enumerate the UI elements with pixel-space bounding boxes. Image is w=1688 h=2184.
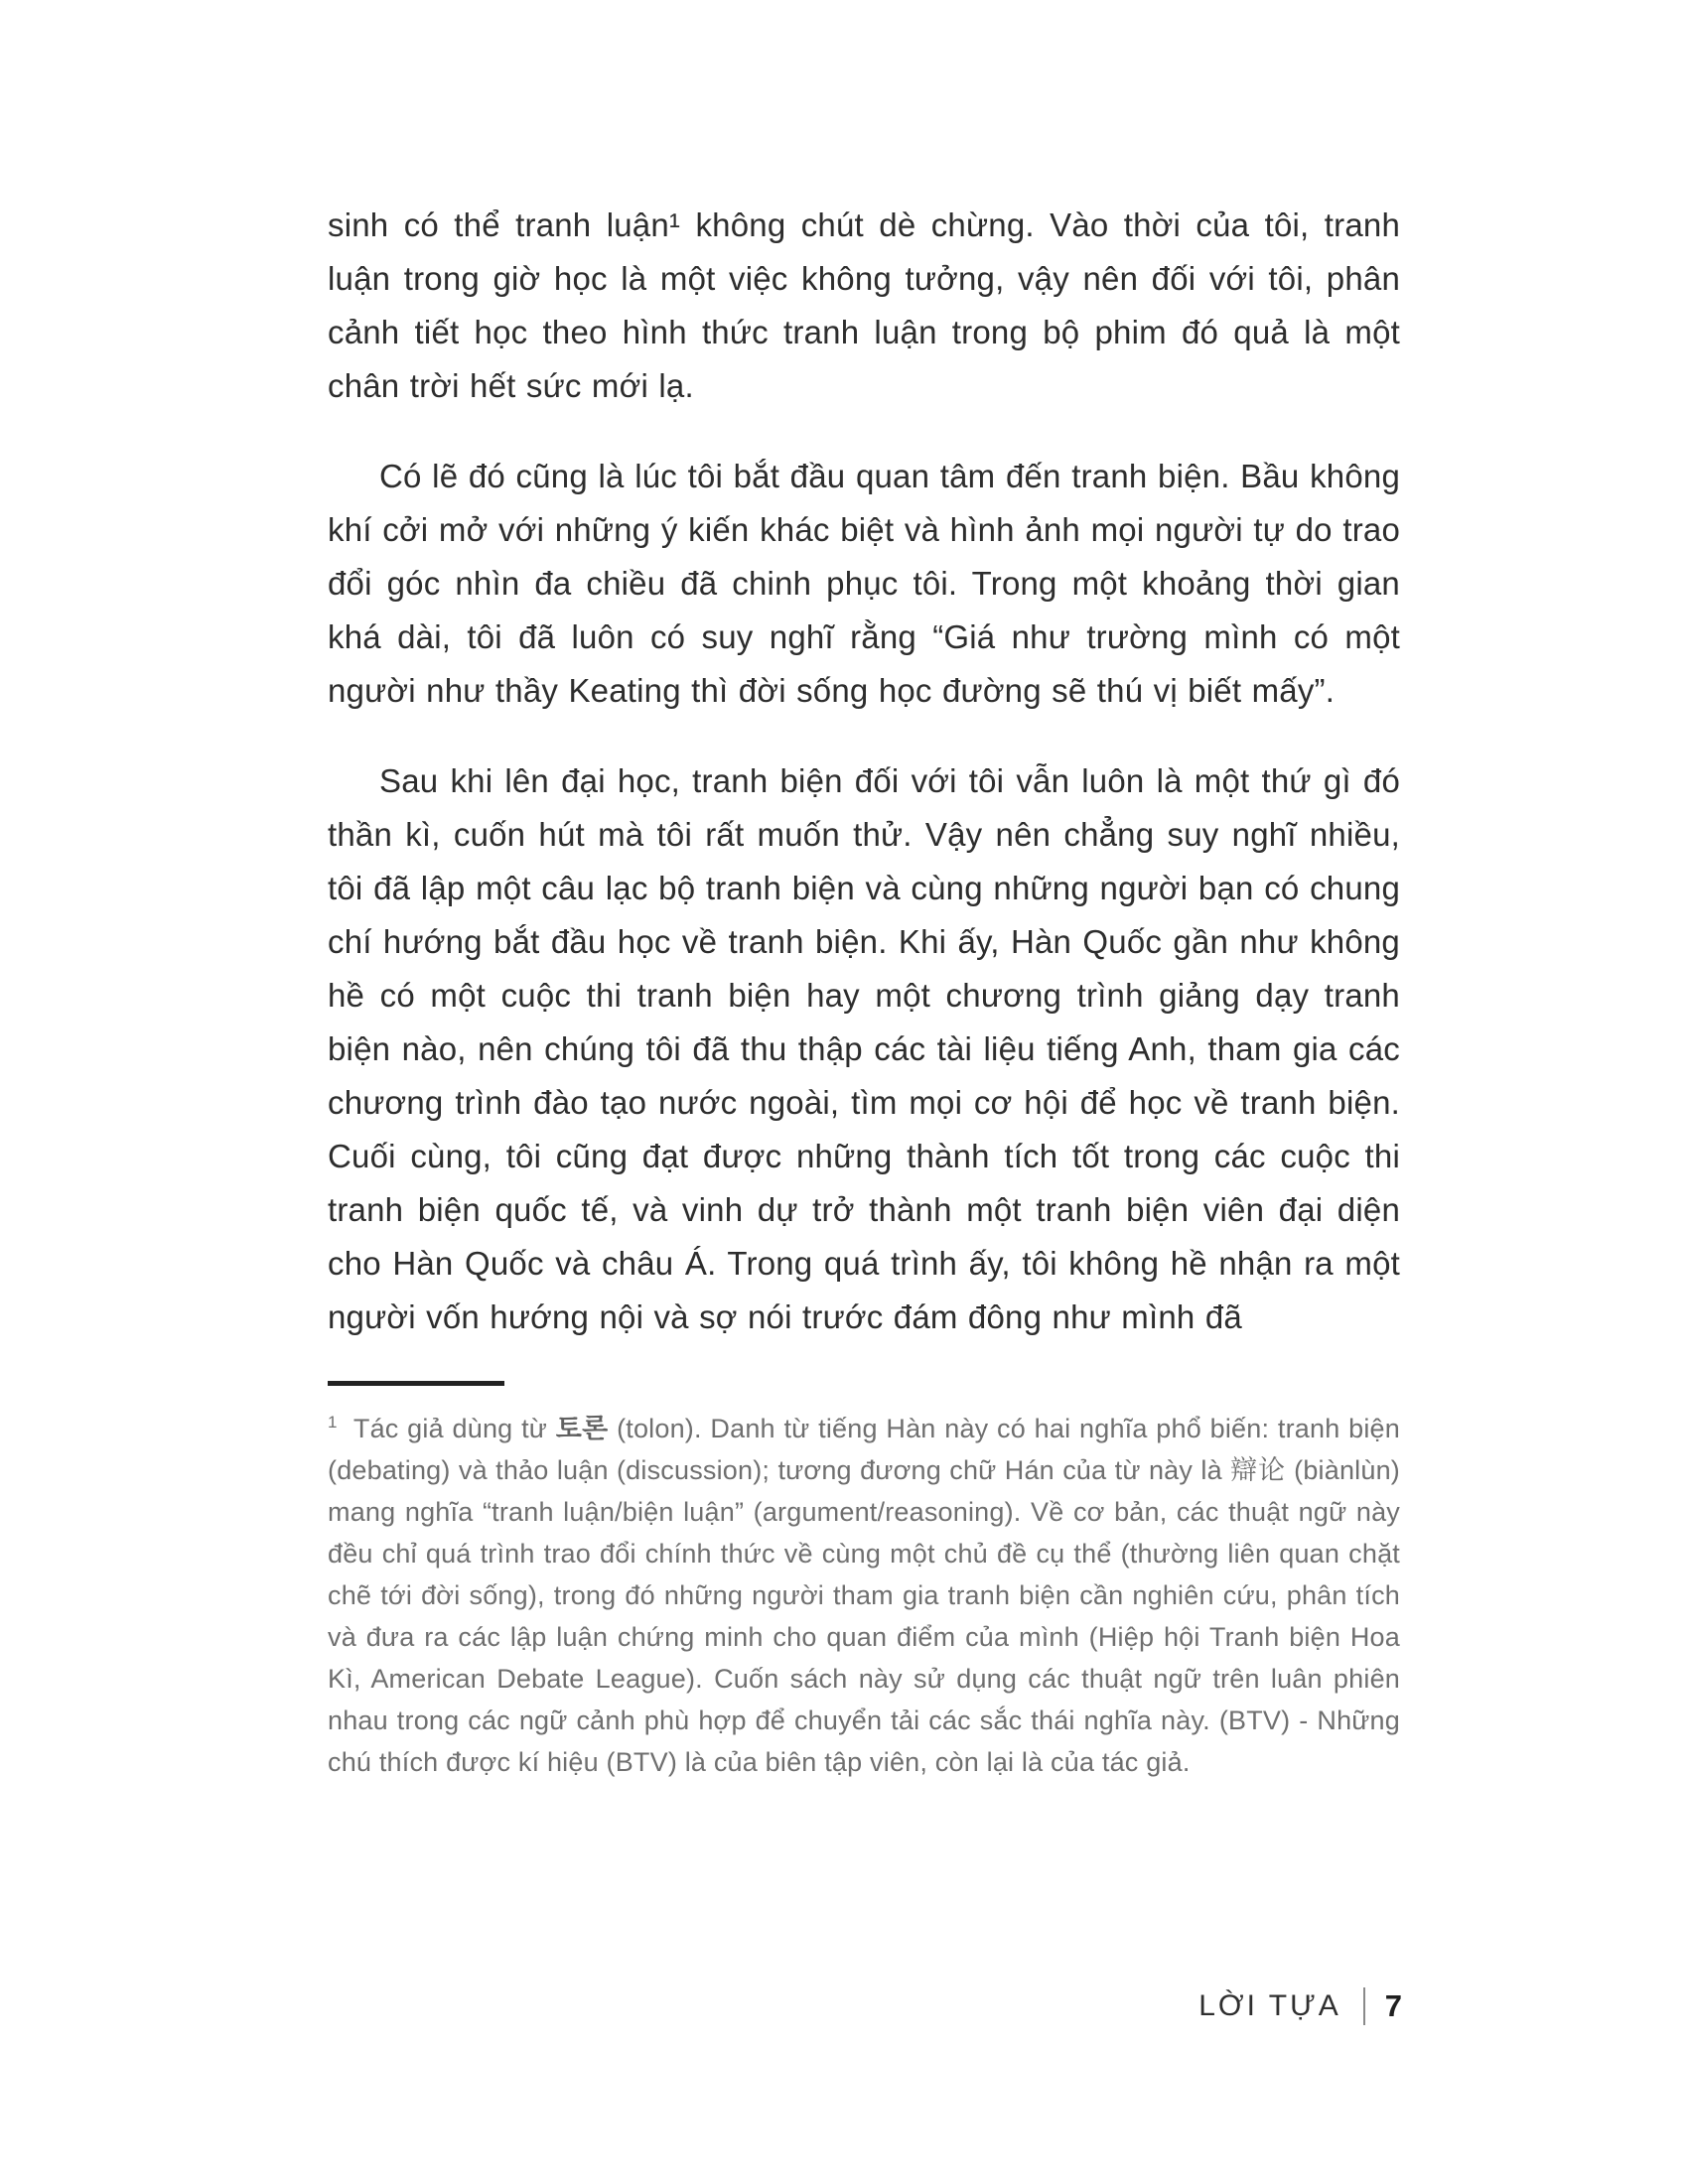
paragraph: sinh có thể tranh luận¹ không chút dè chừng. Vào thời của tôi, tranh luận trong giờ học là một việc không tưởng, vậy nên đối với tôi, phân cảnh tiết học theo hình thức tranh luận trong bộ phim đó quả là một chân trời hết sức mới lạ. — [328, 206, 1400, 404]
book-page — [328, 199, 1400, 1783]
footer-divider — [1363, 1987, 1365, 2025]
footnote-segment: 토론 — [555, 1414, 609, 1443]
paragraph: Sau khi lên đại học, tranh biện đối với tôi vẫn luôn là một thứ gì đó thần kì, cuốn hút mà tôi rất muốn thử. Vậy nên chẳng suy nghĩ nhiều, tôi đã lập một câu lạc bộ tranh biện và cùng những người bạn có chung chí hướng bắt đầu học về tranh biện. Khi ấy, Hàn Quốc gần như không hề có một cuộc thi tranh biện hay một chương trình giảng dạy tranh biện nào, nên chúng tôi đã thu thập các tài liệu tiếng Anh, tham gia các chương trình đào tạo nước ngoài, tìm mọi cơ hội để học về tranh biện. Cuối cùng, tôi cũng đạt được những thành tích tốt trong các cuộc thi tranh biện quốc tế, và vinh dự trở thành một tranh biện viên đại diện cho Hàn Quốc và châu Á. Trong quá trình ấy, tôi không hề nhận ra một người vốn hướng nội và sợ nói trước đám đông như mình đã — [328, 762, 1400, 1335]
footnote-divider — [328, 1381, 504, 1386]
page-footer — [1198, 1987, 1402, 2025]
footnote — [328, 1408, 1400, 1783]
footnote-segment: 1 — [328, 1413, 338, 1432]
footer-section-label: LỜI TỰA — [1198, 1989, 1341, 2022]
footnote-segment: (tolon). Danh từ tiếng Hàn này có hai nghĩa phổ biến: tranh biện (debating) và thảo luận (discussion); tương đương chữ Hán của từ này là 辯论 (biànlùn) mang nghĩa “tranh luận/biện luận” (argument/reasoning). Về cơ bản, các thuật ngữ này đều chỉ quá trình trao đổi chính thức về cùng một chủ đề cụ thể (thường liên quan chặt chẽ tới đời sống), trong đó những người tham gia tranh biện cần nghiên cứu, phân tích và đưa ra các lập luận chứng minh cho quan điểm của mình (Hiệp hội Tranh biện Hoa Kì, American Debate League). Cuốn sách này sử dụng các thuật ngữ trên luân phiên nhau trong các ngữ cảnh phù hợp để chuyển tải các sắc thái nghĩa này. (BTV) - Những chú thích được kí hiệu (BTV) là của biên tập viên, còn lại là của tác giả. — [328, 1414, 1400, 1777]
footer-page-number: 7 — [1384, 1988, 1402, 2023]
footnote-segment: Tác giả dùng từ — [345, 1414, 556, 1443]
body-text — [328, 199, 1400, 1344]
paragraph: Có lẽ đó cũng là lúc tôi bắt đầu quan tâm đến tranh biện. Bầu không khí cởi mở với những ý kiến khác biệt và hình ảnh mọi người tự do trao đổi góc nhìn đa chiều đã chinh phục tôi. Trong một khoảng thời gian khá dài, tôi đã luôn có suy nghĩ rằng “Giá như trường mình có một người như thầy Keating thì đời sống học đường sẽ thú vị biết mấy”. — [328, 458, 1400, 709]
